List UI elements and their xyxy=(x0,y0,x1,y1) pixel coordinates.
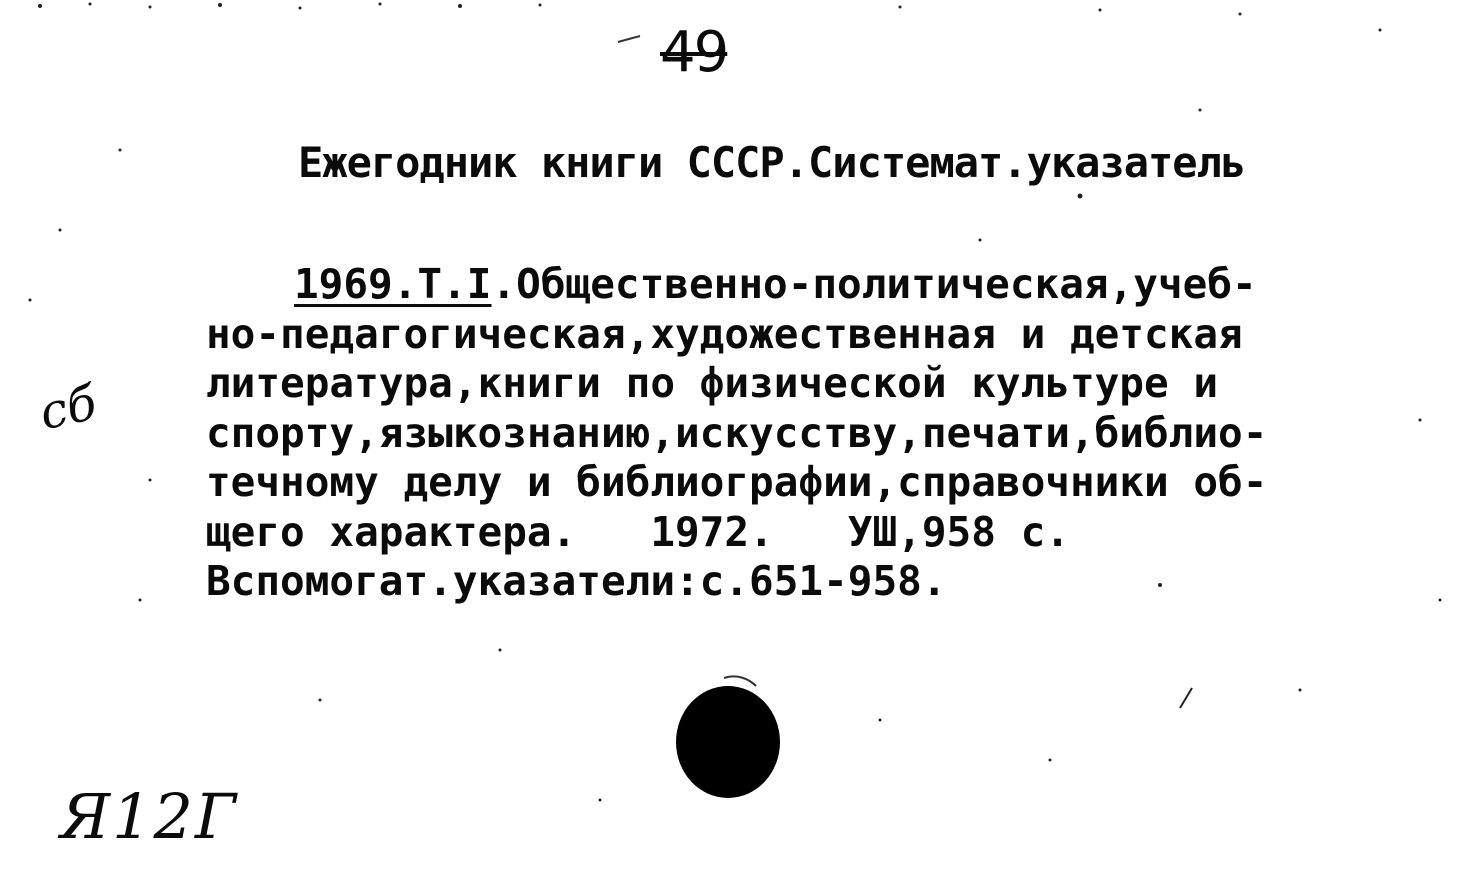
entry-line-6: щего характера. 1972. УШ,958 с. xyxy=(206,507,1070,556)
bibliographic-entry xyxy=(206,260,1446,607)
entry-line-1-text: .Общественно-политическая,учеб- xyxy=(491,260,1257,308)
punch-hole xyxy=(676,686,780,798)
handwritten-shelf-mark: Я12Г xyxy=(60,780,239,853)
entry-line-5: течному делу и библиографии,справочники об- xyxy=(206,458,1268,506)
entry-line-2: но-педагогическая,художественная и детская xyxy=(206,309,1243,358)
entry-line-7: Вспомогат.указатели:с.651-958. xyxy=(206,557,947,605)
page-number: 49 xyxy=(660,20,728,85)
entry-line-4: спорту,языкознанию,искусству,печати,библио- xyxy=(206,408,1268,457)
year-volume: 1969.Т.I xyxy=(294,260,492,308)
entry-line-3: литература,книги по физической культуре и xyxy=(206,359,1219,407)
entry-line-1 xyxy=(206,260,1446,310)
handwritten-margin-note: сб xyxy=(34,374,102,442)
card-heading: Ежегодник книги СССР.Системат.указатель xyxy=(298,138,1246,187)
